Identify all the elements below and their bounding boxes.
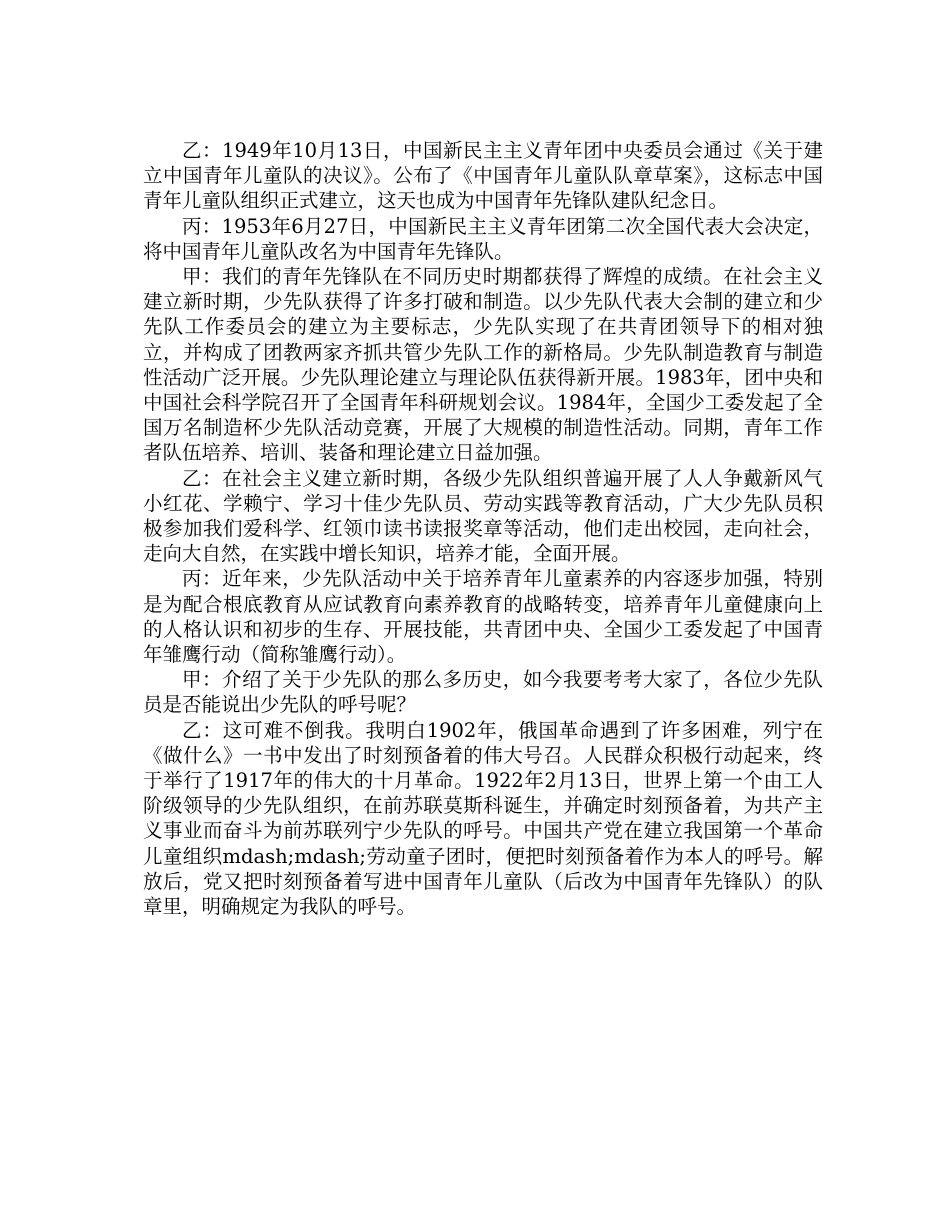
paragraph-2: 丙：1953年6月27日，中国新民主主义青年团第二次全国代表大会决定，将中国青年儿童队改名为中国青年先锋队。	[143, 214, 823, 263]
paragraph-6: 甲：介绍了关于少先队的那么多历史，如今我要考考大家了，各位少先队员是否能说出少先队的呼号呢？	[143, 668, 823, 717]
paragraph-3: 甲：我们的青年先锋队在不同历史时期都获得了辉煌的成绩。在社会主义建立新时期，少先队获得了许多打破和制造。以少先队代表大会制的建立和少先队工作委员会的建立为主要标志，少先队实现了在共青团领导下的相对独立，并构成了团教两家齐抓共管少先队工作的新格局。少先队制造教育与制造性活动广泛开展。少先队理论建立与理论队伍获得新开展。1983年，团中央和中国社会科学院召开了全国青年科研规划会议。1984年，全国少工委发起了全国万名制造杯少先队活动竞赛，开展了大规模的制造性活动。同期，青年工作者队伍培养、培训、装备和理论建立日益加强。	[143, 265, 823, 465]
document-body	[143, 138, 823, 919]
paragraph-5: 丙：近年来，少先队活动中关于培养青年儿童素养的内容逐步加强，特别是为配合根底教育从应试教育向素养教育的战略转变，培养青年儿童健康向上的人格认识和初步的生存、开展技能，共青团中央、全国少工委发起了中国青年雏鹰行动（简称雏鹰行动）。	[143, 567, 823, 667]
paragraph-7: 乙：这可难不倒我。我明白1902年，俄国革命遇到了许多困难，列宁在《做什么》一书中发出了时刻预备着的伟大号召。人民群众积极行动起来，终于举行了1917年的伟大的十月革命。1922年2月13日，世界上第一个由工人阶级领导的少先队组织，在前苏联莫斯科诞生，并确定时刻预备着，为共产主义事业而奋斗为前苏联列宁少先队的呼号。中国共产党在建立我国第一个革命儿童组织mdash;mdash;劳动童子团时，便把时刻预备着作为本人的呼号。解放后，党又把时刻预备着写进中国青年儿童队（后改为中国青年先锋队）的队章里，明确规定为我队的呼号。	[143, 718, 823, 919]
paragraph-4: 乙：在社会主义建立新时期，各级少先队组织普遍开展了人人争戴新风气小红花、学赖宁、学习十佳少先队员、劳动实践等教育活动，广大少先队员积极参加我们爱科学、红领巾读书读报奖章等活动，他们走出校园，走向社会，走向大自然，在实践中增长知识，培养才能，全面开展。	[143, 466, 823, 566]
paragraph-1: 乙：1949年10月13日，中国新民主主义青年团中央委员会通过《关于建立中国青年儿童队的决议》。公布了《中国青年儿童队队章草案》，这标志中国青年儿童队组织正式建立，这天也成为中国青年先锋队建队纪念日。	[143, 139, 823, 213]
